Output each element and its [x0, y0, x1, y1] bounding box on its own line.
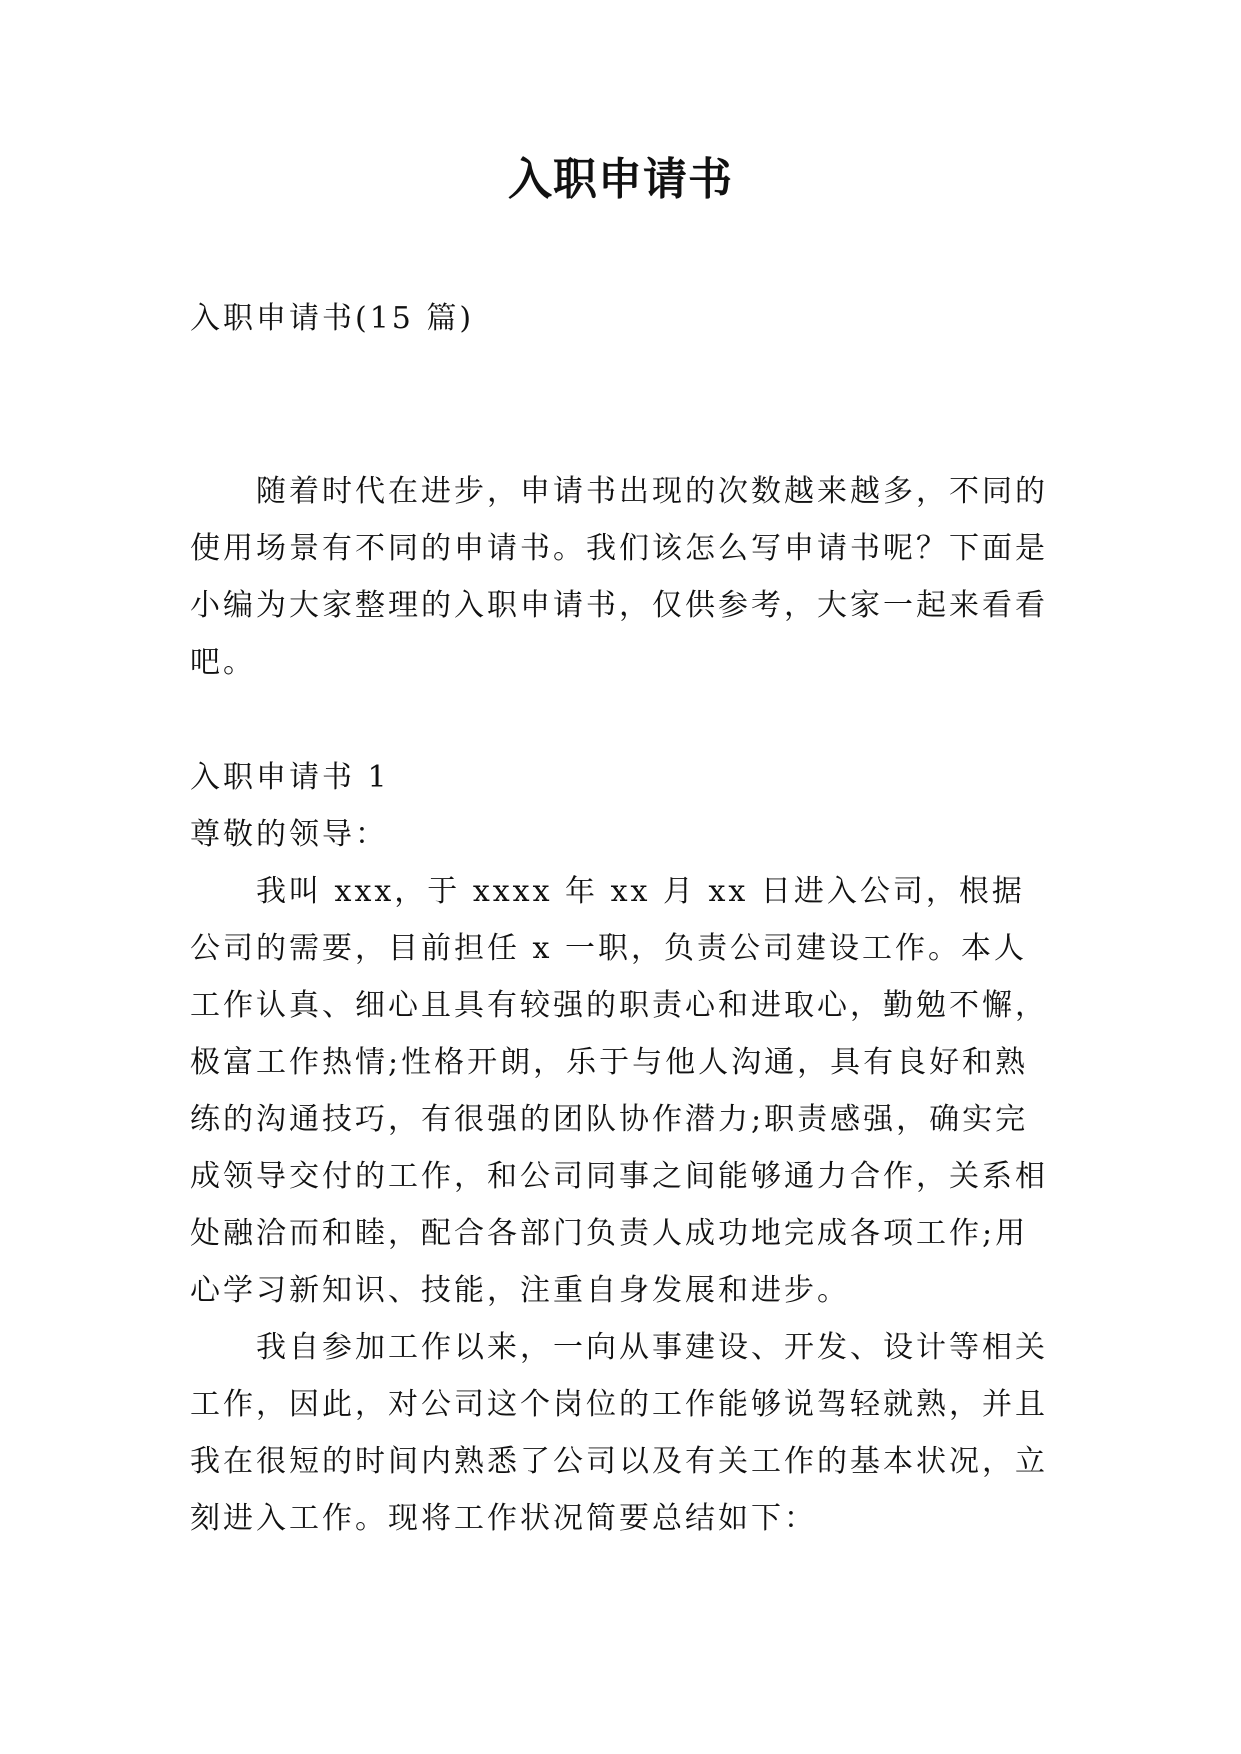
body-paragraph-2: 我自参加工作以来，一向从事建设、开发、设计等相关工作，因此，对公司这个岗位的工作能够说驾轻就熟，并且我在很短的时间内熟悉了公司以及有关工作的基本状况，立刻进入工作。现将工作状况简要总结如下：	[190, 1330, 1048, 1536]
document-subtitle: 入职申请书(15 篇)	[190, 301, 475, 336]
body-paragraph-1: 我叫 xxx，于 xxxx 年 xx 月 xx 日进入公司，根据公司的需要，目前担任 x 一职，负责公司建设工作。本人工作认真、细心且具有较强的职责心和进取心，勤勉不懈，极富工作热情;性格开朗，乐于与他人沟通，具有良好和熟练的沟通技巧，有很强的团队协作潜力;职责感强，确实完成领导交付的工作，和公司同事之间能够通力合作，关系相处融洽而和睦，配合各部门负责人成功地完成各项工作;用心学习新知识、技能，注重自身发展和进步。	[190, 874, 1048, 1308]
salutation: 尊敬的领导：	[190, 817, 388, 852]
intro-paragraph: 随着时代在进步，申请书出现的次数越来越多，不同的使用场景有不同的申请书。我们该怎么写申请书呢？下面是小编为大家整理的入职申请书，仅供参考，大家一起来看看吧。	[190, 474, 1048, 680]
document-title: 入职申请书	[508, 154, 733, 205]
intro-section	[190, 463, 1050, 691]
letter-section-1	[190, 749, 1050, 1547]
section-heading: 入职申请书 1	[190, 760, 390, 795]
